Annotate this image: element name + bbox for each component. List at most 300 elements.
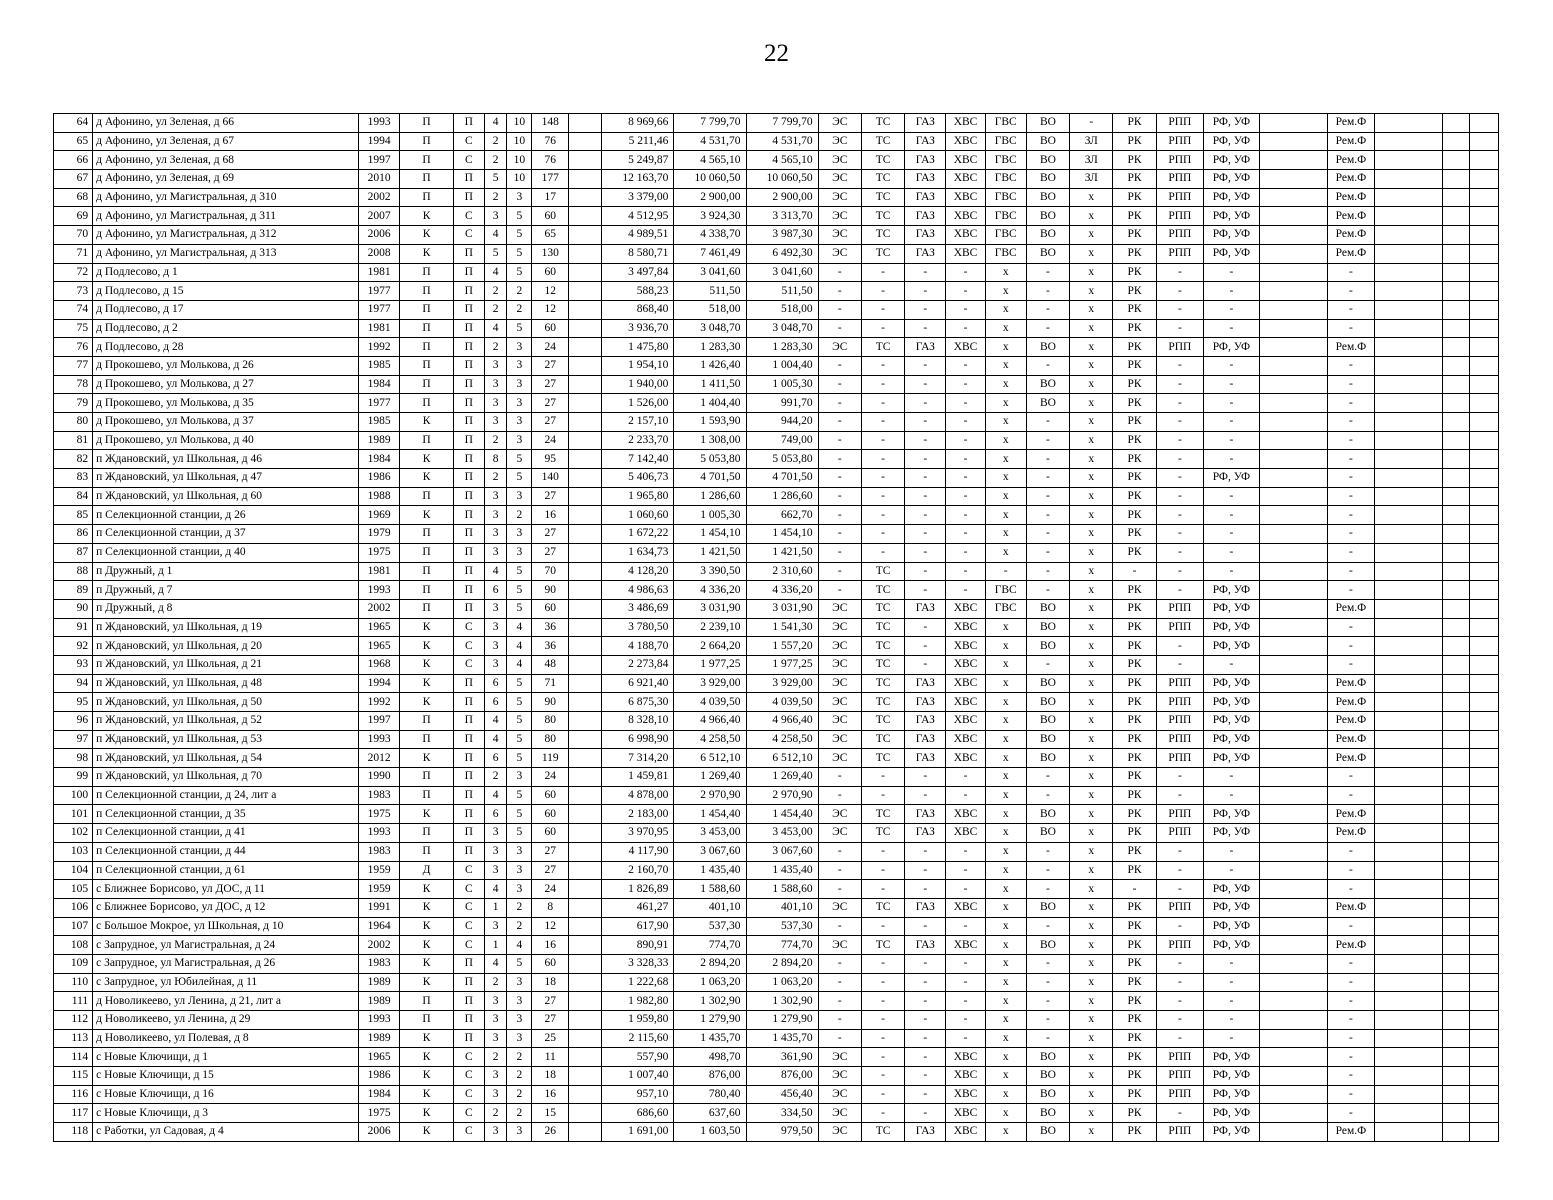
cell-col-hvs: ХВС	[946, 749, 985, 768]
cell-address: п Селекционной станции, д 26	[93, 506, 359, 525]
cell-area-living: 518,00	[674, 300, 746, 319]
cell-apartments: 12	[532, 300, 569, 319]
cell-col-empty-b	[1259, 506, 1327, 525]
cell-area-living: 2 664,20	[674, 637, 746, 656]
cell-area-total: 1 526,00	[602, 394, 674, 413]
cell-col-empty-d	[1443, 637, 1470, 656]
cell-area-residential: 3 453,00	[746, 824, 818, 843]
cell-col-empty-a	[569, 170, 602, 189]
cell-col-wall-type: П	[400, 282, 454, 301]
cell-col-empty-b	[1259, 1104, 1327, 1123]
cell-col-gvs: х	[985, 506, 1026, 525]
cell-area-total: 3 486,69	[602, 599, 674, 618]
cell-col-ts: -	[861, 1067, 904, 1086]
cell-col-empty-a	[569, 693, 602, 712]
cell-col-empty-e	[1469, 1011, 1498, 1030]
cell-col-empty-d	[1443, 730, 1470, 749]
cell-col-roof-type: П	[453, 469, 484, 488]
cell-floors: 6	[484, 693, 507, 712]
cell-col-empty-a	[569, 1029, 602, 1048]
table-row	[54, 1104, 1499, 1123]
cell-col-wall-type: П	[400, 188, 454, 207]
cell-col-empty-d	[1443, 712, 1470, 731]
cell-floors: 4	[484, 712, 507, 731]
cell-col-rk: РК	[1113, 1123, 1156, 1142]
cell-col-gas: ГАЗ	[905, 674, 946, 693]
cell-col-empty-c	[1375, 469, 1443, 488]
cell-col-empty-c	[1375, 674, 1443, 693]
cell-year-built: 1981	[359, 319, 400, 338]
cell-col-gas: -	[905, 263, 946, 282]
cell-area-residential: 3 067,60	[746, 842, 818, 861]
cell-col-gvs: х	[985, 431, 1026, 450]
cell-col-zl: х	[1070, 244, 1113, 263]
cell-col-rpp: РПП	[1156, 824, 1203, 843]
cell-year-built: 1993	[359, 1011, 400, 1030]
cell-col-rk: РК	[1113, 917, 1156, 936]
cell-col-roof-type: С	[453, 207, 484, 226]
cell-col-zl: х	[1070, 1048, 1113, 1067]
cell-col-empty-b	[1259, 954, 1327, 973]
cell-col-rf-uf: -	[1204, 525, 1260, 544]
cell-col-empty-d	[1443, 413, 1470, 432]
cell-col-hvs: -	[946, 786, 985, 805]
cell-col-zl: х	[1070, 917, 1113, 936]
cell-col-wall-type: К	[400, 674, 454, 693]
cell-col-gvs: х	[985, 674, 1026, 693]
cell-col-empty-e	[1469, 824, 1498, 843]
cell-col-ts: -	[861, 300, 904, 319]
cell-row-number: 102	[54, 824, 93, 843]
cell-col-es: -	[818, 543, 861, 562]
cell-floors: 3	[484, 992, 507, 1011]
cell-apartments: 25	[532, 1029, 569, 1048]
cell-col-empty-e	[1469, 207, 1498, 226]
cell-apartments: 27	[532, 842, 569, 861]
cell-col-wall-type: П	[400, 338, 454, 357]
cell-col-gvs: х	[985, 356, 1026, 375]
cell-col-es: ЭС	[818, 1104, 861, 1123]
cell-col-rpp: -	[1156, 880, 1203, 899]
cell-row-number: 115	[54, 1067, 93, 1086]
cell-address: с Большое Мокрое, ул Школьная, д 10	[93, 917, 359, 936]
cell-col-empty-d	[1443, 431, 1470, 450]
cell-col-empty-a	[569, 842, 602, 861]
cell-col-wall-type: П	[400, 786, 454, 805]
cell-col-wall-type: П	[400, 170, 454, 189]
table-row	[54, 469, 1499, 488]
cell-col-wall-type: К	[400, 880, 454, 899]
cell-col-empty-c	[1375, 805, 1443, 824]
cell-year-built: 2002	[359, 599, 400, 618]
cell-apartments: 27	[532, 992, 569, 1011]
cell-col-ts: -	[861, 263, 904, 282]
cell-area-total: 6 998,90	[602, 730, 674, 749]
cell-col-empty-c	[1375, 581, 1443, 600]
cell-floors: 3	[484, 525, 507, 544]
cell-col-es: ЭС	[818, 132, 861, 151]
cell-col-rk: РК	[1113, 375, 1156, 394]
cell-col-empty-a	[569, 712, 602, 731]
cell-col-empty-a	[569, 992, 602, 1011]
cell-col-gvs: х	[985, 394, 1026, 413]
cell-area-residential: 3 987,30	[746, 226, 818, 245]
cell-year-built: 1977	[359, 300, 400, 319]
cell-apartments: 60	[532, 319, 569, 338]
cell-col-ts: -	[861, 1104, 904, 1123]
cell-col-zl: х	[1070, 768, 1113, 787]
cell-col-hvs: ХВС	[946, 898, 985, 917]
cell-col-empty-c	[1375, 114, 1443, 133]
cell-col-hvs: -	[946, 525, 985, 544]
cell-area-total: 686,60	[602, 1104, 674, 1123]
cell-row-number: 70	[54, 226, 93, 245]
table-row	[54, 282, 1499, 301]
table-row	[54, 786, 1499, 805]
cell-col-roof-type: П	[453, 282, 484, 301]
cell-col-vo: -	[1026, 543, 1069, 562]
cell-col-ts: ТС	[861, 674, 904, 693]
cell-col-ts: -	[861, 413, 904, 432]
cell-col-ts: ТС	[861, 114, 904, 133]
cell-col-gas: ГАЗ	[905, 170, 946, 189]
cell-col-10: 3	[507, 543, 532, 562]
cell-col-wall-type: К	[400, 226, 454, 245]
cell-col-empty-c	[1375, 693, 1443, 712]
cell-col-vo: ВО	[1026, 599, 1069, 618]
cell-year-built: 1983	[359, 786, 400, 805]
cell-col-vo: ВО	[1026, 693, 1069, 712]
cell-year-built: 1997	[359, 712, 400, 731]
table-row	[54, 188, 1499, 207]
cell-col-empty-b	[1259, 674, 1327, 693]
cell-col-empty-c	[1375, 898, 1443, 917]
cell-col-rk: РК	[1113, 188, 1156, 207]
cell-row-number: 114	[54, 1048, 93, 1067]
cell-address: с Новые Ключищи, д 16	[93, 1085, 359, 1104]
cell-area-total: 890,91	[602, 936, 674, 955]
cell-col-hvs: -	[946, 356, 985, 375]
cell-col-vo: ВО	[1026, 244, 1069, 263]
cell-col-gvs: х	[985, 543, 1026, 562]
cell-col-gvs: х	[985, 954, 1026, 973]
cell-area-residential: 511,50	[746, 282, 818, 301]
cell-col-vo: ВО	[1026, 170, 1069, 189]
cell-col-empty-d	[1443, 880, 1470, 899]
cell-apartments: 80	[532, 730, 569, 749]
cell-col-empty-e	[1469, 282, 1498, 301]
cell-col-empty-a	[569, 1011, 602, 1030]
cell-col-gvs: х	[985, 375, 1026, 394]
cell-col-wall-type: К	[400, 973, 454, 992]
cell-year-built: 1977	[359, 394, 400, 413]
cell-col-zl: х	[1070, 188, 1113, 207]
cell-year-built: 2002	[359, 188, 400, 207]
cell-apartments: 27	[532, 487, 569, 506]
cell-area-total: 6 875,30	[602, 693, 674, 712]
cell-col-zl: х	[1070, 1067, 1113, 1086]
cell-col-empty-e	[1469, 151, 1498, 170]
cell-col-empty-d	[1443, 1085, 1470, 1104]
cell-col-rpp: РПП	[1156, 170, 1203, 189]
cell-col-rem-f: -	[1327, 375, 1374, 394]
cell-col-empty-d	[1443, 768, 1470, 787]
cell-col-10: 5	[507, 674, 532, 693]
cell-address: с Запрудное, ул Магистральная, д 26	[93, 954, 359, 973]
cell-col-rpp: -	[1156, 450, 1203, 469]
cell-address: д Афонино, ул Магистральная, д 310	[93, 188, 359, 207]
cell-col-gvs: х	[985, 936, 1026, 955]
cell-col-empty-e	[1469, 674, 1498, 693]
cell-col-rem-f: -	[1327, 506, 1374, 525]
cell-area-total: 4 512,95	[602, 207, 674, 226]
table-row	[54, 338, 1499, 357]
cell-col-rf-uf: -	[1204, 954, 1260, 973]
cell-address: п Ждановский, ул Школьная, д 60	[93, 487, 359, 506]
cell-row-number: 89	[54, 581, 93, 600]
cell-col-roof-type: С	[453, 637, 484, 656]
cell-col-empty-b	[1259, 1048, 1327, 1067]
cell-area-living: 5 053,80	[674, 450, 746, 469]
cell-col-rk: РК	[1113, 898, 1156, 917]
cell-area-living: 7 461,49	[674, 244, 746, 263]
cell-col-10: 2	[507, 917, 532, 936]
cell-col-empty-b	[1259, 356, 1327, 375]
cell-col-empty-d	[1443, 151, 1470, 170]
cell-col-empty-d	[1443, 1011, 1470, 1030]
cell-col-empty-c	[1375, 450, 1443, 469]
cell-area-residential: 2 900,00	[746, 188, 818, 207]
cell-area-residential: 1 541,30	[746, 618, 818, 637]
cell-area-total: 1 459,81	[602, 768, 674, 787]
cell-col-empty-d	[1443, 842, 1470, 861]
cell-col-gas: ГАЗ	[905, 207, 946, 226]
cell-col-empty-a	[569, 207, 602, 226]
table-row	[54, 898, 1499, 917]
cell-col-10: 2	[507, 1104, 532, 1123]
cell-area-residential: 4 701,50	[746, 469, 818, 488]
cell-col-hvs: -	[946, 992, 985, 1011]
cell-col-rf-uf: РФ, УФ	[1204, 1048, 1260, 1067]
cell-apartments: 16	[532, 506, 569, 525]
cell-col-empty-b	[1259, 730, 1327, 749]
cell-col-roof-type: С	[453, 1104, 484, 1123]
cell-col-rf-uf: -	[1204, 562, 1260, 581]
table-row	[54, 562, 1499, 581]
cell-col-roof-type: П	[453, 842, 484, 861]
cell-area-residential: 456,40	[746, 1085, 818, 1104]
cell-col-wall-type: П	[400, 730, 454, 749]
cell-col-rf-uf: РФ, УФ	[1204, 936, 1260, 955]
cell-col-empty-a	[569, 263, 602, 282]
cell-address: д Новоликеево, ул Полевая, д 8	[93, 1029, 359, 1048]
cell-col-10: 2	[507, 506, 532, 525]
cell-col-rpp: РПП	[1156, 712, 1203, 731]
cell-col-roof-type: П	[453, 954, 484, 973]
cell-col-empty-e	[1469, 917, 1498, 936]
cell-col-rk: РК	[1113, 992, 1156, 1011]
cell-year-built: 2006	[359, 1123, 400, 1142]
cell-col-rk: РК	[1113, 244, 1156, 263]
cell-col-rf-uf: РФ, УФ	[1204, 132, 1260, 151]
cell-col-ts: ТС	[861, 898, 904, 917]
cell-col-rem-f: -	[1327, 880, 1374, 899]
cell-col-rpp: РПП	[1156, 936, 1203, 955]
cell-col-ts: ТС	[861, 1123, 904, 1142]
cell-apartments: 36	[532, 618, 569, 637]
cell-col-rf-uf: -	[1204, 431, 1260, 450]
cell-area-residential: 3 313,70	[746, 207, 818, 226]
cell-area-residential: 1 588,60	[746, 880, 818, 899]
cell-col-roof-type: П	[453, 188, 484, 207]
cell-col-gvs: х	[985, 450, 1026, 469]
cell-col-wall-type: П	[400, 394, 454, 413]
cell-area-total: 5 211,46	[602, 132, 674, 151]
cell-floors: 3	[484, 1011, 507, 1030]
cell-col-10: 3	[507, 338, 532, 357]
cell-row-number: 73	[54, 282, 93, 301]
cell-col-10: 5	[507, 581, 532, 600]
cell-col-empty-d	[1443, 655, 1470, 674]
cell-col-rf-uf: РФ, УФ	[1204, 338, 1260, 357]
cell-col-10: 5	[507, 207, 532, 226]
cell-col-ts: -	[861, 319, 904, 338]
table-row	[54, 1029, 1499, 1048]
cell-address: п Селекционной станции, д 41	[93, 824, 359, 843]
cell-col-vo: ВО	[1026, 132, 1069, 151]
cell-col-hvs: -	[946, 506, 985, 525]
cell-col-vo: ВО	[1026, 1104, 1069, 1123]
cell-col-rk: РК	[1113, 861, 1156, 880]
cell-col-rpp: -	[1156, 861, 1203, 880]
cell-col-empty-b	[1259, 861, 1327, 880]
cell-col-10: 3	[507, 1011, 532, 1030]
table-row	[54, 431, 1499, 450]
cell-col-rf-uf: -	[1204, 375, 1260, 394]
cell-col-roof-type: С	[453, 655, 484, 674]
cell-col-rpp: РПП	[1156, 226, 1203, 245]
cell-col-empty-d	[1443, 487, 1470, 506]
cell-area-living: 3 924,30	[674, 207, 746, 226]
cell-col-rem-f: -	[1327, 525, 1374, 544]
cell-area-living: 1 593,90	[674, 413, 746, 432]
cell-col-empty-d	[1443, 954, 1470, 973]
cell-address: п Ждановский, ул Школьная, д 70	[93, 768, 359, 787]
cell-col-rk: РК	[1113, 356, 1156, 375]
cell-col-zl: х	[1070, 1029, 1113, 1048]
cell-col-empty-e	[1469, 543, 1498, 562]
cell-area-living: 4 966,40	[674, 712, 746, 731]
cell-col-gas: -	[905, 375, 946, 394]
cell-year-built: 1990	[359, 768, 400, 787]
cell-col-wall-type: К	[400, 1104, 454, 1123]
cell-col-es: -	[818, 880, 861, 899]
cell-col-hvs: ХВС	[946, 1048, 985, 1067]
cell-col-rem-f: Рем.Ф	[1327, 114, 1374, 133]
cell-col-ts: -	[861, 917, 904, 936]
cell-col-empty-c	[1375, 861, 1443, 880]
cell-col-gas: ГАЗ	[905, 188, 946, 207]
cell-col-10: 3	[507, 1029, 532, 1048]
cell-col-empty-a	[569, 581, 602, 600]
cell-col-empty-b	[1259, 898, 1327, 917]
cell-col-empty-a	[569, 562, 602, 581]
cell-col-zl: х	[1070, 469, 1113, 488]
cell-col-gas: ГАЗ	[905, 226, 946, 245]
cell-col-zl: х	[1070, 431, 1113, 450]
cell-col-empty-c	[1375, 1104, 1443, 1123]
cell-col-rf-uf: -	[1204, 282, 1260, 301]
cell-area-living: 1 283,30	[674, 338, 746, 357]
cell-col-hvs: ХВС	[946, 674, 985, 693]
cell-col-empty-b	[1259, 824, 1327, 843]
cell-col-empty-b	[1259, 693, 1327, 712]
cell-col-empty-c	[1375, 992, 1443, 1011]
cell-col-vo: -	[1026, 431, 1069, 450]
cell-area-residential: 4 258,50	[746, 730, 818, 749]
cell-col-gvs: ГВС	[985, 244, 1026, 263]
cell-area-residential: 2 970,90	[746, 786, 818, 805]
cell-col-wall-type: К	[400, 1029, 454, 1048]
cell-floors: 2	[484, 151, 507, 170]
cell-col-gas: -	[905, 618, 946, 637]
cell-col-zl: ЗЛ	[1070, 170, 1113, 189]
cell-apartments: 60	[532, 805, 569, 824]
cell-col-roof-type: П	[453, 730, 484, 749]
cell-col-hvs: -	[946, 917, 985, 936]
cell-col-rf-uf: РФ, УФ	[1204, 618, 1260, 637]
cell-col-vo: -	[1026, 917, 1069, 936]
cell-area-living: 1 411,50	[674, 375, 746, 394]
cell-col-empty-e	[1469, 655, 1498, 674]
cell-apartments: 60	[532, 599, 569, 618]
cell-col-vo: -	[1026, 356, 1069, 375]
cell-col-empty-a	[569, 226, 602, 245]
cell-col-10: 5	[507, 244, 532, 263]
cell-area-residential: 4 565,10	[746, 151, 818, 170]
cell-address: п Дружный, д 7	[93, 581, 359, 600]
cell-year-built: 1989	[359, 973, 400, 992]
cell-col-zl: х	[1070, 263, 1113, 282]
cell-col-ts: -	[861, 786, 904, 805]
cell-col-rem-f: -	[1327, 581, 1374, 600]
cell-col-empty-c	[1375, 282, 1443, 301]
cell-area-residential: 5 053,80	[746, 450, 818, 469]
cell-address: д Афонино, ул Магистральная, д 311	[93, 207, 359, 226]
cell-col-ts: -	[861, 842, 904, 861]
cell-col-gvs: х	[985, 263, 1026, 282]
cell-area-residential: 774,70	[746, 936, 818, 955]
cell-col-zl: х	[1070, 319, 1113, 338]
cell-col-empty-d	[1443, 132, 1470, 151]
cell-col-empty-c	[1375, 431, 1443, 450]
cell-floors: 3	[484, 1123, 507, 1142]
cell-col-vo: -	[1026, 786, 1069, 805]
cell-area-residential: 1 269,40	[746, 768, 818, 787]
cell-apartments: 80	[532, 712, 569, 731]
cell-col-vo: ВО	[1026, 151, 1069, 170]
cell-area-living: 511,50	[674, 282, 746, 301]
cell-floors: 4	[484, 263, 507, 282]
cell-col-ts: ТС	[861, 730, 904, 749]
cell-address: с Ближнее Борисово, ул ДОС, д 11	[93, 880, 359, 899]
cell-col-roof-type: П	[453, 431, 484, 450]
cell-col-rf-uf: РФ, УФ	[1204, 674, 1260, 693]
cell-col-rem-f: -	[1327, 1067, 1374, 1086]
cell-col-empty-a	[569, 319, 602, 338]
cell-area-living: 2 970,90	[674, 786, 746, 805]
cell-col-empty-a	[569, 1104, 602, 1123]
